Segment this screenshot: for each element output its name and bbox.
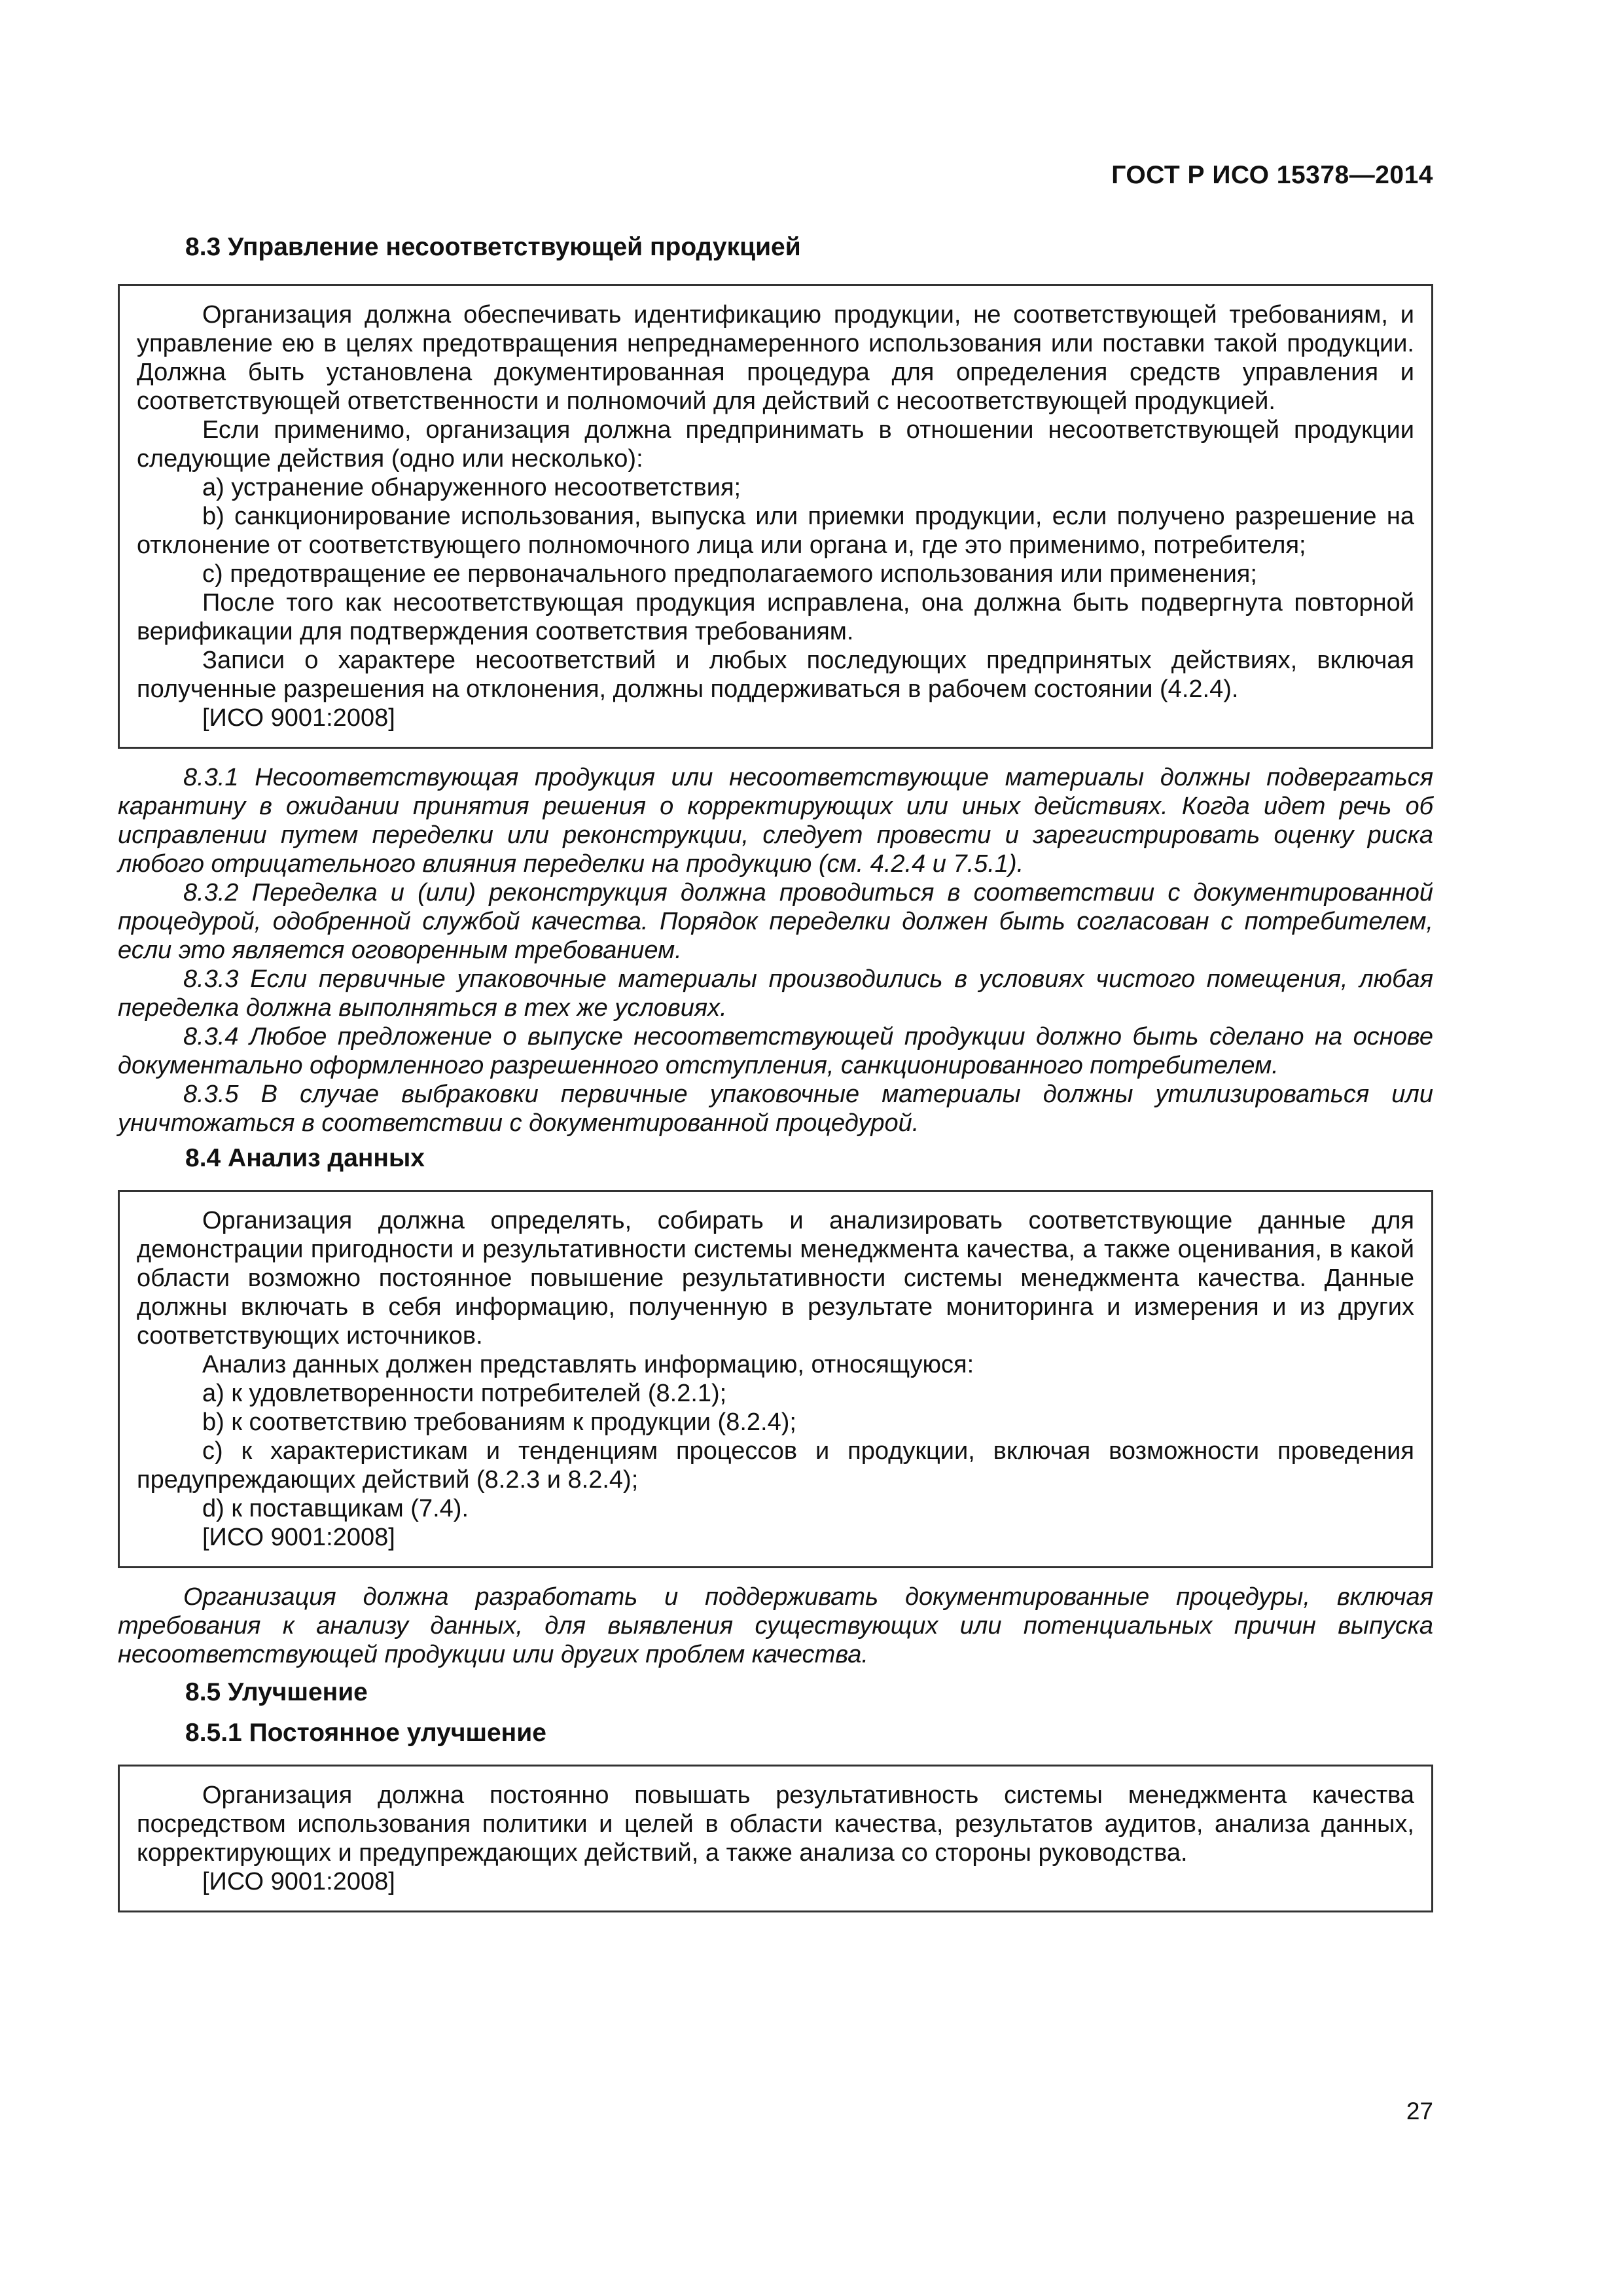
page-content — [118, 157, 1433, 1912]
section-body-8-4 — [118, 1583, 1433, 1669]
section-title-8-3: 8.3 Управление несоответствующей продукцией — [185, 233, 801, 261]
box-source-reference: [ИСО 9001:2008] — [202, 704, 395, 732]
box-paragraph: Если применимо, организация должна предпринимать в отношении несоответствующей продукции следующие действия (одно или несколько): — [137, 416, 1414, 473]
quote-box-8-5-1 — [118, 1765, 1433, 1912]
box-paragraph: Организация должна определять, собирать и анализировать соответствующие данные для демонстрации пригодности и результативности системы менеджмента качества, а также оценивания, в какой области возможно постоянное повышение результативности системы менеджмента качества. Данные должны включать в себя информацию, полученную в результате мониторинга и измерения и из других соответствующих источников. — [137, 1207, 1414, 1350]
section-title-8-5-1: 8.5.1 Постоянное улучшение — [185, 1719, 546, 1747]
box-list-item: b) к соответствию требованиям к продукции (8.2.4); — [202, 1408, 796, 1436]
quote-box-8-4 — [118, 1190, 1433, 1568]
box-list-item: a) устранение обнаруженного несоответствия; — [202, 474, 741, 501]
box-list-item: a) к удовлетворенности потребителей (8.2.1); — [202, 1380, 727, 1407]
box-list-item: c) предотвращение ее первоначального предполагаемого использования или применения; — [202, 560, 1257, 588]
box-paragraph: Записи о характере несоответствий и любых последующих предпринятых действиях, включая полученные разрешения на отклонения, должны поддерживаться в рабочем состоянии (4.2.4). — [137, 647, 1414, 703]
clause-8-3-3: 8.3.3 Если первичные упаковочные материалы производились в условиях чистого помещения, любая переделка должна выполняться в тех же условиях. — [118, 965, 1433, 1022]
page-number: 27 — [1406, 2098, 1433, 2125]
box-source-reference: [ИСО 9001:2008] — [202, 1868, 395, 1895]
box-list-item: d) к поставщикам (7.4). — [202, 1495, 469, 1522]
clause-8-3-2: 8.3.2 Переделка и (или) реконструкция должна проводиться в соответствии с документированной процедурой, одобренной службой качества. Порядок переделки должен быть согласован с потребителем, если это является оговоренным требованием. — [118, 879, 1433, 964]
clause-8-3-1: 8.3.1 Несоответствующая продукция или несоответствующие материалы должны подвергаться карантину в ожидании принятия решения о корректирующих или иных действиях. Когда идет речь об исправлении путем переделки или реконструкции, следует провести и зарегистрировать оценку риска любого отрицательного влияния переделки на продукцию (см. 4.2.4 и 7.5.1). — [118, 764, 1433, 878]
section-body-8-3 — [118, 763, 1433, 1138]
box-paragraph: Анализ данных должен представлять информацию, относящуюся: — [202, 1351, 974, 1378]
box-paragraph: Организация должна обеспечивать идентификацию продукции, не соответствующей требованиям, и управление ею в целях предотвращения непреднамеренного использования или поставки такой продукции. Должна быть установлена документированная процедура для определения средств управления и соответствующей ответственности и полномочий для действий с несоответствующей продукцией. — [137, 301, 1414, 415]
section-8-4-note: Организация должна разработать и поддерживать документированные процедуры, включая требования к анализу данных, для выявления существующих или потенциальных причин выпуска несоответствующей продукции или других проблем качества. — [118, 1583, 1433, 1668]
quote-box-8-3 — [118, 284, 1433, 749]
box-source-reference: [ИСО 9001:2008] — [202, 1524, 395, 1551]
box-paragraph: После того как несоответствующая продукция исправлена, она должна быть подвергнута повторной верификации для подтверждения соответствия требованиям. — [137, 589, 1414, 645]
clause-8-3-5: 8.3.5 В случае выбраковки первичные упаковочные материалы должны утилизироваться или уничтожаться в соответствии с документированной процедурой. — [118, 1081, 1433, 1137]
section-title-8-5: 8.5 Улучшение — [185, 1678, 368, 1706]
box-paragraph: Организация должна постоянно повышать результативность системы менеджмента качества посредством использования политики и целей в области качества, результатов аудитов, анализа данных, корректирующих и предупреждающих действий, а также анализа со стороны руководства. — [137, 1782, 1414, 1867]
clause-8-3-4: 8.3.4 Любое предложение о выпуске несоответствующей продукции должно быть сделано на основе документально оформленного разрешенного отступления, санкционированного потребителем. — [118, 1023, 1433, 1079]
box-list-item: c) к характеристикам и тенденциям процессов и продукции, включая возможности проведения предупреждающих действий (8.2.3 и 8.2.4); — [137, 1437, 1414, 1494]
document-code: ГОСТ Р ИСО 15378—2014 — [1111, 161, 1433, 189]
section-title-8-4: 8.4 Анализ данных — [185, 1144, 425, 1172]
box-list-item: b) санкционирование использования, выпуска или приемки продукции, если получено разрешение на отклонение от соответствующего полномочного лица или органа и, где это применимо, потребителя; — [137, 503, 1414, 559]
